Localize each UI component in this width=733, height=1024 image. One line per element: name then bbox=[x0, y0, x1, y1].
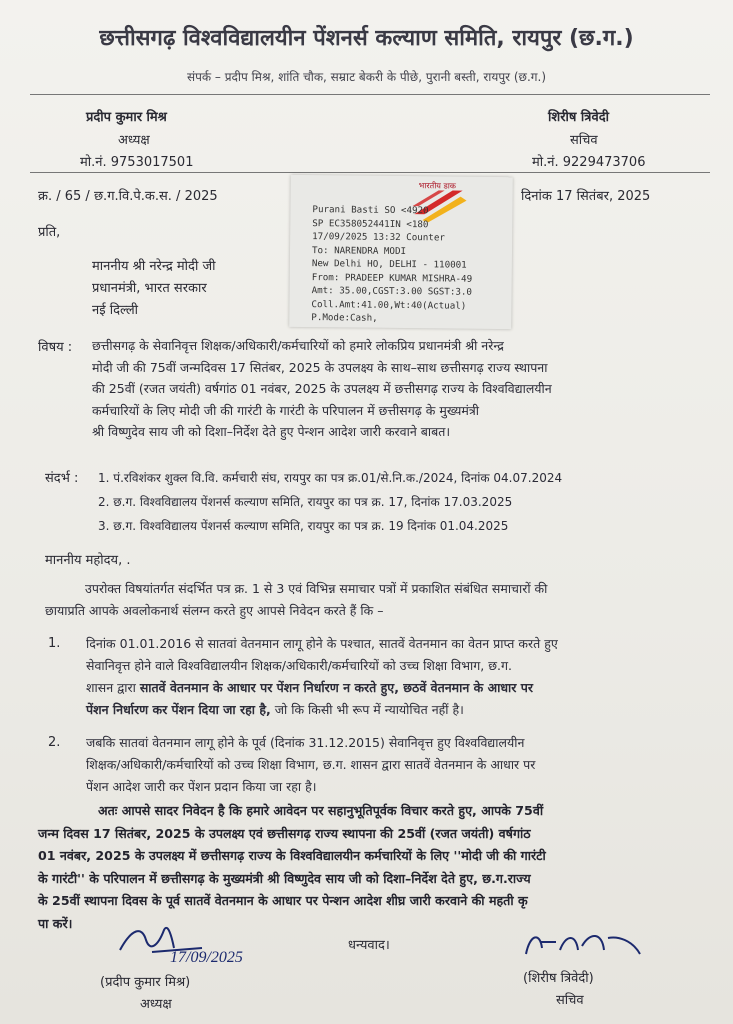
addressee-line: माननीय श्री नरेन्द्र मोदी जी bbox=[92, 259, 216, 274]
secretary-signature bbox=[520, 924, 660, 968]
receipt-line: SP EC358052441IN <180 bbox=[312, 217, 429, 230]
letter-date: दिनांक 17 सितंबर, 2025 bbox=[521, 189, 651, 204]
point-2-line: शिक्षक/अधिकारी/कर्मचारियों को उच्च शिक्षा विभाग, छ.ग. शासन द्वारा सातवें वेतनमान के आधार पर bbox=[86, 757, 536, 772]
point-1-emphasis: सातवें वेतनमान के आधार पर पेंशन निर्धारण न करते हुए, छठवें वेतनमान के आधार पर bbox=[139, 680, 533, 695]
subject-line: श्री विष्णुदेव साय जी को दिशा–निर्देश देते हुए पेन्शन आदेश जारी करवाने बाबत। bbox=[92, 424, 451, 439]
president-signature bbox=[112, 918, 252, 968]
request-paragraph bbox=[38, 800, 718, 935]
india-post-logo-text: भारतीय डाक bbox=[418, 181, 457, 191]
point-1-text bbox=[86, 633, 716, 721]
subject-line: की 25वीं (रजत जयंती) वर्षगांठ 01 नवंबर, 2025 के उपलक्ष्य में छत्तीसगढ़ राज्य के विश्वविद्यालयीन bbox=[92, 381, 552, 396]
signature-date-text: 17/09/2025 bbox=[170, 949, 243, 966]
reference-item: 3. छ.ग. विश्वविद्यालय पेंशनर्स कल्याण समिति, रायपुर का पत्र क्र. 19 दिनांक 01.04.2025 bbox=[98, 519, 509, 533]
thanks: धन्यवाद। bbox=[348, 938, 390, 953]
addressee-line: प्रधानमंत्री, भारत सरकार bbox=[92, 281, 207, 296]
receipt-line: To: NARENDRA MODI bbox=[311, 244, 407, 257]
point-1-number: 1. bbox=[48, 636, 61, 651]
intro-line: छायाप्रति आपके अवलोकनार्थ संलग्न करते हुए आपसे निवेदन करते हैं कि – bbox=[45, 603, 384, 618]
intro-paragraph bbox=[45, 578, 717, 622]
receipt-line: Purani Basti SO <4920 bbox=[312, 204, 429, 217]
subject-line: मोदी जी की 75वीं जन्मदिवस 17 सितंबर, 2025 के उपलक्ष्य के साथ–साथ छत्तीसगढ़ राज्य स्थापना bbox=[92, 359, 548, 375]
reference-list bbox=[98, 466, 718, 538]
header-divider bbox=[30, 94, 710, 95]
subject-line: छत्तीसगढ़ के सेवानिवृत्त शिक्षक/अधिकारी/कर्मचारियों को हमारे लोकप्रिय प्रधानमंत्री श्री नरेन्द्र bbox=[92, 338, 504, 353]
postal-receipt bbox=[289, 175, 513, 329]
request-line: के 25वीं स्थापना दिवस के पूर्व सातवें वेतनमान के आधार पर पेन्शन आदेश शीघ्र जारी करवाने की महती कृ bbox=[38, 893, 528, 908]
receipt-line: 17/09/2025 13:32 Counter bbox=[312, 231, 445, 244]
request-line: के गारंटी'' के परिपालन में छत्तीसगढ़ के मुख्यमंत्री श्री विष्णुदेव साय जी को दिशा–निर्देश देते हुए, छ.ग.राज्य bbox=[38, 870, 531, 886]
salutation: माननीय महोदय, . bbox=[45, 553, 131, 568]
request-line: 01 नवंबर, 2025 के उपलक्ष्य में छत्तीसगढ़ राज्य के विश्वविद्यालयीन कर्मचारियों के लिए ''मोदी जी की गारंटी bbox=[38, 848, 546, 863]
addressee-line: नई दिल्ली bbox=[92, 303, 139, 318]
secretary-signature-name: (शिरीष त्रिवेदी) bbox=[523, 971, 594, 986]
reference-item: 1. पं.रविशंकर शुक्ल वि.वि. कर्मचारी संघ, रायपुर का पत्र क्र.01/से.नि.क./2024, दिनांक 04.07.2024 bbox=[98, 471, 563, 485]
president-role: अध्यक्ष bbox=[118, 133, 150, 148]
request-line: पा करें। bbox=[38, 915, 73, 931]
point-1-line: सेवानिवृत्त होने वाले विश्वविद्यालयीन शिक्षक/अधिकारी/कर्मचारियों को उच्च शिक्षा विभाग, छ.ग. bbox=[86, 658, 513, 673]
receipt-line: Amt: 35.00,CGST:3.00 SGST:3.0 bbox=[311, 285, 473, 298]
point-2-line: पेंशन आदेश जारी कर पेंशन प्रदान किया जा रहा है। bbox=[86, 779, 317, 794]
point-1-emphasis: पेंशन निर्धारण कर पेंशन दिया जा रहा है, bbox=[86, 702, 271, 717]
receipt-text bbox=[311, 203, 473, 326]
president-signature-name: (प्रदीप कुमार मिश्र) bbox=[100, 975, 191, 990]
point-1-line: दिनांक 01.01.2016 से सातवां वेतनमान लागू होने के पश्चात, सातवें वेतनमान का वेतन प्राप्त करते हुए bbox=[86, 636, 558, 651]
president-name: प्रदीप कुमार मिश्र bbox=[86, 110, 167, 125]
request-line: अतः आपसे सादर निवेदन है कि हमारे आवेदन पर सहानुभूतिपूर्वक विचार करते हुए, आपके 75वीं bbox=[98, 803, 544, 818]
receipt-line: From: PRADEEP KUMAR MISHRA-49 bbox=[311, 271, 473, 285]
secretary-name: शिरीष त्रिवेदी bbox=[548, 110, 609, 125]
prati-label: प्रति, bbox=[38, 225, 61, 240]
reference-label: संदर्भ : bbox=[45, 471, 79, 486]
president-mobile: मो.नं. 9753017501 bbox=[80, 155, 194, 170]
secretary-role: सचिव bbox=[570, 133, 598, 148]
letter-reference-number: क्र. / 65 / छ.ग.वि.पे.क.स. / 2025 bbox=[38, 189, 218, 204]
receipt-line: P.Mode:Cash, bbox=[311, 312, 378, 324]
receipt-line: New Delhi HO, DELHI - 110001 bbox=[311, 258, 467, 271]
president-signature-role: अध्यक्ष bbox=[140, 997, 172, 1012]
subject-text bbox=[92, 335, 712, 443]
point-2-line: जबकि सातवां वेतनमान लागू होने के पूर्व (दिनांक 31.12.2015) सेवानिवृत्त हुए विश्वविद्यालयीन bbox=[86, 735, 525, 750]
secretary-mobile: मो.नं. 9229473706 bbox=[532, 155, 646, 170]
point-1-line: शासन द्वारा सातवें वेतनमान के आधार पर पेंशन निर्धारण न करते हुए, छठवें वेतनमान के आधार पर bbox=[86, 680, 533, 695]
receipt-line: Coll.Amt:41.00,Wt:40(Actual) bbox=[311, 298, 467, 312]
reference-item: 2. छ.ग. विश्वविद्यालय पेंशनर्स कल्याण समिति, रायपुर का पत्र क्र. 17, दिनांक 17.03.2025 bbox=[98, 495, 513, 509]
letterhead-title: छत्तीसगढ़ विश्वविद्यालयीन पेंशनर्स कल्याण समिति, रायपुर (छ.ग.) bbox=[99, 26, 634, 51]
point-1-line: पेंशन निर्धारण कर पेंशन दिया जा रहा है, जो कि किसी भी रूप में न्यायोचित नहीं है। bbox=[86, 702, 464, 717]
addressee-block bbox=[92, 256, 215, 322]
intro-line: उपरोक्त विषयांतर्गत संदर्भित पत्र क्र. 1 से 3 एवं विभिन्न समाचार पत्रों में प्रकाशित संबंधित समाचारों की bbox=[85, 581, 548, 596]
point-2-number: 2. bbox=[48, 735, 61, 750]
officers-divider bbox=[30, 172, 710, 173]
letterhead-contact: संपर्क – प्रदीप मिश्र, शांति चौक, सम्राट बेकरी के पीछे, पुरानी बस्ती, रायपुर (छ.ग.) bbox=[186, 70, 547, 84]
point-2-text bbox=[86, 732, 716, 798]
subject-line: कर्मचारियों के लिए मोदी जी की गारंटी के गारंटी के परिपालन में छत्तीसगढ़ के मुख्यमंत्री bbox=[92, 402, 480, 418]
subject-label: विषय : bbox=[38, 340, 73, 355]
request-line: जन्म दिवस 17 सितंबर, 2025 के उपलक्ष्य एवं छत्तीसगढ़ राज्य स्थापना की 25वीं (रजत जयंती) वर्षगांठ bbox=[38, 825, 531, 841]
secretary-signature-role: सचिव bbox=[556, 993, 584, 1008]
